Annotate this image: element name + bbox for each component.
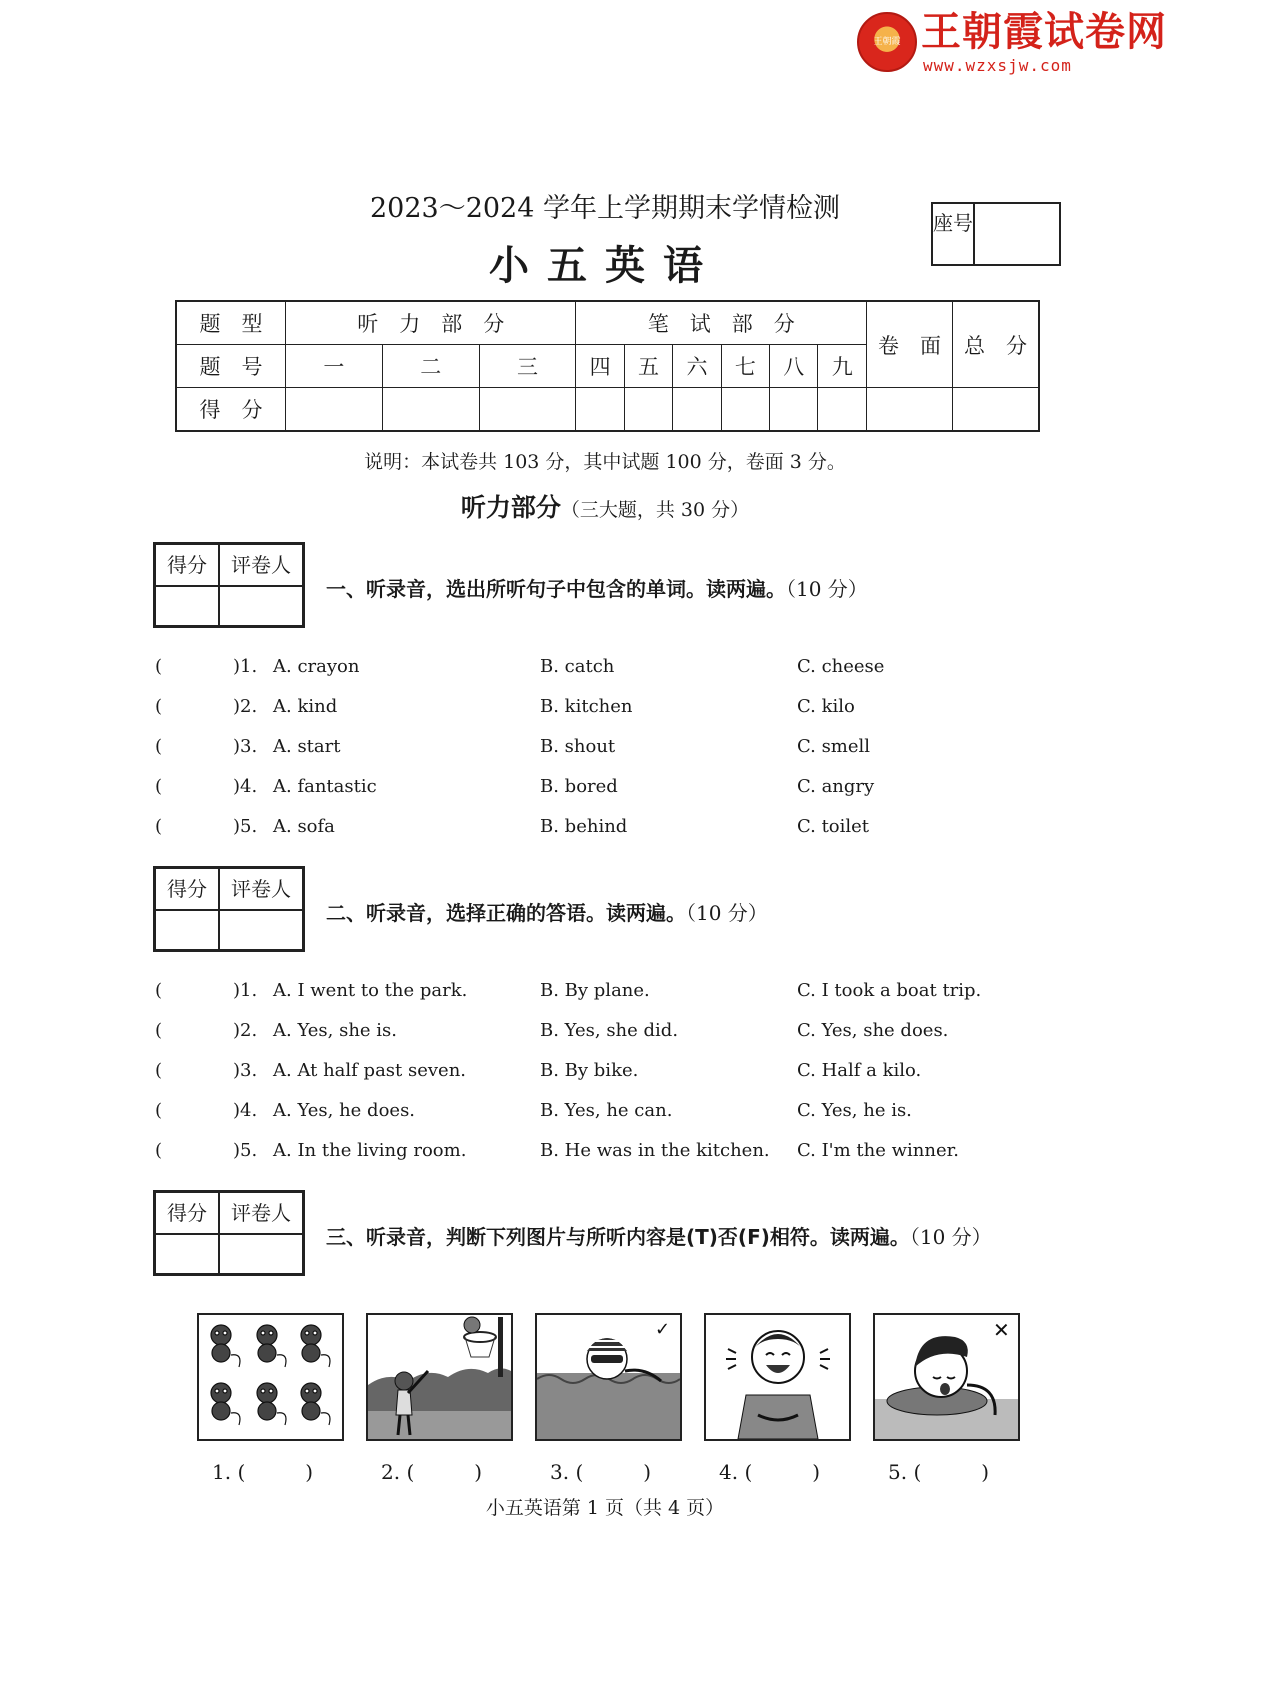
seal-icon: 王朝霞 [857, 12, 917, 72]
grader-reviewer-label: 评卷人 [219, 544, 303, 586]
question-number: 六 [673, 345, 721, 388]
section-3-title: 三、听录音，判断下列图片与所听内容是(T)否(F)相符。读两遍。（10 分） [326, 1225, 992, 1249]
row-label-type: 题 型 [176, 301, 286, 345]
option-b: B. kitchen [540, 696, 633, 717]
grader-score-field[interactable] [155, 586, 219, 626]
grader-reviewer-field[interactable] [219, 910, 303, 950]
score-cell[interactable] [953, 388, 1040, 432]
watermark-logo [857, 8, 1167, 74]
question-number: 五 [624, 345, 672, 388]
option-a: A. kind [273, 696, 338, 717]
question-row: ( )1. A. crayon B. catch C. cheese [155, 656, 885, 677]
neatness-header: 卷 面 [867, 301, 953, 388]
question-row: ( )3. A. start B. shout C. smell [155, 736, 871, 757]
option-b: B. He was in the kitchen. [540, 1140, 770, 1161]
score-table [175, 300, 1040, 432]
score-cell[interactable] [382, 388, 479, 432]
section-1-title: 一、听录音，选出所听句子中包含的单词。读两遍。（10 分） [326, 577, 868, 601]
picture-answer-1[interactable]: 1. ( ) [212, 1460, 314, 1484]
option-a: A. crayon [273, 656, 360, 677]
grader-reviewer-label: 评卷人 [219, 868, 303, 910]
exam-title: 2023～2024 学年上学期期末学情检测 [369, 193, 840, 224]
picture-swimming [535, 1313, 682, 1441]
watermark-name: 王朝霞试卷网 [921, 9, 1167, 55]
section-2-title: 二、听录音，选择正确的答语。读两遍。（10 分） [326, 901, 768, 925]
part-subtitle: （三大题，共 30 分） [560, 499, 750, 521]
picture-answer-4[interactable]: 4. ( ) [719, 1460, 821, 1484]
option-a: A. fantastic [273, 776, 377, 797]
option-c: C. I took a boat trip. [797, 980, 982, 1001]
question-row: ( )2. A. Yes, she is. B. Yes, she did. C. Yes, she does. [155, 1020, 949, 1041]
grader-box [153, 1190, 305, 1276]
option-a: A. sofa [273, 816, 335, 837]
part-heading [0, 488, 1210, 524]
grader-score-label: 得分 [155, 1192, 219, 1234]
score-cell[interactable] [286, 388, 383, 432]
writing-header: 笔 试 部 分 [576, 301, 867, 345]
option-b: B. By bike. [540, 1060, 639, 1081]
question-row: ( )2. A. kind B. kitchen C. kilo [155, 696, 855, 717]
score-cell[interactable] [479, 388, 576, 432]
question-row: ( )3. A. At half past seven. B. By bike. C. Half a kilo. [155, 1060, 922, 1081]
part-title: 听力部分 [460, 493, 561, 522]
question-number: 九 [818, 345, 867, 388]
grader-box [153, 542, 305, 628]
question-row: ( )4. A. fantastic B. bored C. angry [155, 776, 875, 797]
row-label-score: 得 分 [176, 388, 286, 432]
score-cell[interactable] [576, 388, 624, 432]
seat-number-box [931, 202, 1061, 266]
picture-monkeys [197, 1313, 344, 1441]
picture-answer-3[interactable]: 3. ( ) [550, 1460, 652, 1484]
picture-answer-2[interactable]: 2. ( ) [381, 1460, 483, 1484]
grader-reviewer-field[interactable] [219, 1234, 303, 1274]
seat-label: 座号 [933, 204, 975, 264]
grader-box [153, 866, 305, 952]
question-number: 七 [721, 345, 769, 388]
question-row: ( )5. A. sofa B. behind C. toilet [155, 816, 870, 837]
exam-note: 说明：本试卷共 103 分，其中试题 100 分，卷面 3 分。 [364, 451, 846, 473]
option-c: C. Half a kilo. [797, 1060, 922, 1081]
score-cell[interactable] [770, 388, 818, 432]
grader-score-field[interactable] [155, 910, 219, 950]
score-cell[interactable] [624, 388, 672, 432]
seat-number-field[interactable] [975, 204, 1059, 264]
listening-header: 听 力 部 分 [286, 301, 576, 345]
option-a: A. Yes, she is. [273, 1020, 398, 1041]
picture-sleeping-boy [873, 1313, 1020, 1441]
question-number: 二 [382, 345, 479, 388]
picture-laughing-boy [704, 1313, 851, 1441]
option-b: B. Yes, she did. [540, 1020, 679, 1041]
option-a: A. I went to the park. [273, 980, 468, 1001]
cross-mark: ✕ [993, 1318, 1010, 1342]
option-b: B. shout [540, 736, 616, 757]
grader-score-label: 得分 [155, 544, 219, 586]
option-c: C. angry [797, 776, 875, 797]
option-c: C. Yes, she does. [797, 1020, 949, 1041]
option-c: C. cheese [797, 656, 885, 677]
page-footer: 小五英语第 1 页（共 4 页） [485, 1497, 725, 1519]
watermark-url: www.wzxsjw.com [923, 56, 1072, 75]
score-cell[interactable] [867, 388, 953, 432]
option-c: C. smell [797, 736, 871, 757]
grader-reviewer-label: 评卷人 [219, 1192, 303, 1234]
question-number: 三 [479, 345, 576, 388]
score-cell[interactable] [673, 388, 721, 432]
row-label-number: 题 号 [176, 345, 286, 388]
option-c: C. kilo [797, 696, 855, 717]
check-mark: ✓ [655, 1319, 671, 1340]
question-number: 八 [770, 345, 818, 388]
option-c: C. Yes, he is. [797, 1100, 912, 1121]
question-row: ( )1. A. I went to the park. B. By plane. C. I took a boat trip. [155, 980, 982, 1001]
total-header: 总 分 [953, 301, 1040, 388]
question-row: ( )4. A. Yes, he does. B. Yes, he can. C. Yes, he is. [155, 1100, 912, 1121]
option-b: B. bored [540, 776, 618, 797]
option-a: A. In the living room. [273, 1140, 467, 1161]
picture-basketball [366, 1313, 513, 1441]
grader-score-label: 得分 [155, 868, 219, 910]
option-c: C. toilet [797, 816, 870, 837]
option-a: A. start [273, 736, 341, 757]
option-b: B. Yes, he can. [540, 1100, 673, 1121]
score-cell[interactable] [721, 388, 769, 432]
grader-reviewer-field[interactable] [219, 586, 303, 626]
question-number: 四 [576, 345, 624, 388]
option-b: B. behind [540, 816, 628, 837]
option-b: B. By plane. [540, 980, 650, 1001]
grader-score-field[interactable] [155, 1234, 219, 1274]
option-a: A. Yes, he does. [273, 1100, 416, 1121]
score-cell[interactable] [818, 388, 867, 432]
subject-title: 小五英语 [489, 242, 721, 289]
question-number: 一 [286, 345, 383, 388]
option-b: B. catch [540, 656, 615, 677]
picture-answer-5[interactable]: 5. ( ) [888, 1460, 990, 1484]
question-row: ( )5. A. In the living room. B. He was in the kitchen. C. I'm the winner. [155, 1140, 959, 1161]
option-a: A. At half past seven. [273, 1060, 467, 1081]
option-c: C. I'm the winner. [797, 1140, 959, 1161]
